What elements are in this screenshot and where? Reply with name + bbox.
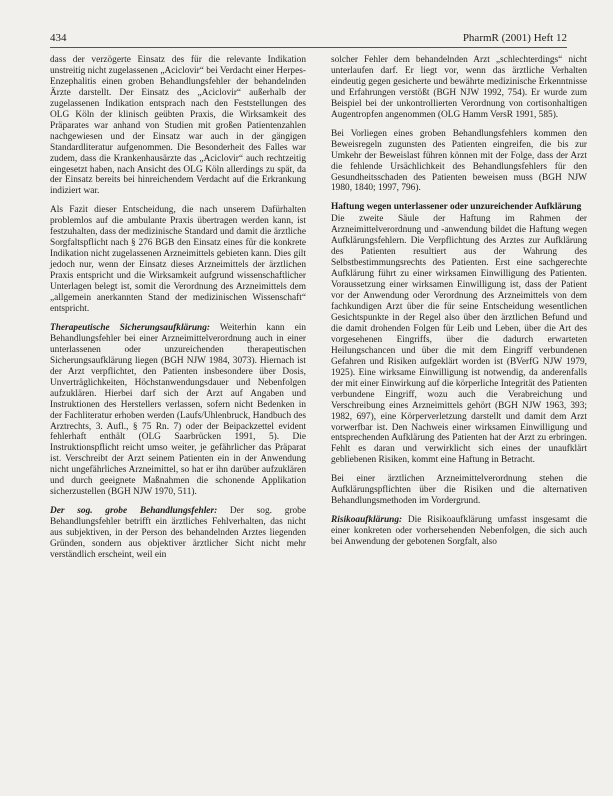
section-heading: Haftung wegen unterlassener oder unzureichender Aufklärung <box>331 202 582 213</box>
paragraph: dass der verzögerte Einsatz des für die relevante Indikation unstreitig nicht zugelassenen „Aciclovir“ bei Verdacht einer Herpes-Enzephalitis einen groben Behandlungsfehler der behandelnden Ärzte darstellt. Der Einsatz des „Aciclovir“ außerhalb der zugelassenen Indikation entsprach nach den Feststellungen des OLG Köln der klinisch geübten Praxis, die Wirksamkeit des Präparates war anhand von Studien mit großen Patientenzahlen nachgewiesen und der Einsatz war auch in der gängigen Standardliteratur aufgenommen. Die Besonderheit des Falles war zudem, dass die Krankenhausärzte das „Aciclovir“ auch rechtzeitig eingesetzt haben, nach Ansicht des OLG Köln allerdings zu spät, da der Einsatz bereits bei hinreichendem Verdacht auf die Erkrankung indiziert war. <box>50 55 306 197</box>
paragraph-lead: Risikoaufklärung: <box>331 515 403 526</box>
paragraph <box>331 515 587 548</box>
right-column <box>331 55 587 556</box>
paragraph: Bei Vorliegen eines groben Behandlungsfehlers kommen den Beweisregeln zugunsten des Patienten eingreifen, die bis zur Umkehr der Beweislast führen können mit der Folge, dass der Arzt die fehlende Ursächlichkeit des Behandlungsfehlers für den Gesundheitsschaden des Patienten beweisen muss (BGH NJW 1980, 1840; 1997, 796). <box>331 128 587 194</box>
paragraph-lead: Der sog. grobe Behandlungsfehler: <box>50 506 218 517</box>
paragraph: Bei einer ärztlichen Arzneimittelverordnung stehen die Aufklärungspflichten über die Risiken und die alternativen Behandlungsmethoden im Vordergrund. <box>331 474 587 507</box>
journal-citation: PharmR (2001) Heft 12 <box>462 32 567 44</box>
page-number: 434 <box>50 32 67 44</box>
paragraph-body: Weiterhin kann ein Behandlungsfehler bei einer Arzneimittelverordnung auch in einer unterlassenen oder unzureichenden therapeutischen Sicherungsaufklärung liegen (BGH NJW 1984, 3073). Hiernach ist der Arzt verpflichtet, den Patienten insbesondere über Dosis, Unverträglichkeiten, Höchstanwendungsdauer und Nebenfolgen aufzuklären. Hierbei darf sich der Arzt auf Angaben und Instruktionen des Herstellers verlassen, sofern nicht Bedenken in der Fachliteratur erhoben werden (Laufs/Uhlenbruck, Handbuch des Arztrechts, 3. Aufl., § 75 Rn. 7) oder der Beipackzettel evident fehlerhaft enthält (OLG Saarbrücken 1991, 5). Die Instruktionspflicht reicht umso weiter, je gefährlicher das Präparat ist. Verschreibt der Arzt seinem Patienten ein in der Anwendung nicht ungefährliches Arzneimittel, so hat er ihn darüber aufzuklären und durch geeignete Maßnahmen die schonende Applikation sicherzustellen (BGH NJW 1970, 511). <box>50 322 306 498</box>
paragraph <box>50 506 306 561</box>
left-column <box>50 55 306 569</box>
paragraph <box>50 323 306 498</box>
paragraph-lead: Therapeutische Sicherungsaufklärung: <box>50 322 211 333</box>
paragraph: Als Fazit dieser Entscheidung, die nach unserem Dafürhalten problemlos auf die ambulante Praxis übertragen werden kann, ist festzuhalten, dass der medizinische Standard und damit die ärztliche Sorgfaltspflicht nach § 276 BGB den Einsatz eines für die konkrete Indikation nicht zugelassenen Arzneimittels gebieten kann. Dies gilt jedoch nur, wenn der Einsatz dieses Arzneimittels der ärztlichen Praxis entspricht und die Wirksamkeit aufgrund wissenschaftlicher Unterlagen belegt ist, somit die Verordnung des Arzneimittels dem „allgemein anerkannten Stand der medizinischen Wissenschaft“ entspricht. <box>50 205 306 314</box>
header-rule <box>50 47 567 48</box>
paragraph-body: Die Risikoaufklärung umfasst insgesamt die einer konkreten oder vorhersehenden Nebenfolgen, die sich auch bei Anwendung der gebotenen Sorgfalt, also <box>331 515 587 548</box>
paragraph: solcher Fehler dem behandelnden Arzt „schlechterdings“ nicht unterlaufen darf. Er liegt vor, wenn das ärztliche Verhalten eindeutig gegen gesicherte und bewährte medizinische Erkenntnisse und Erfahrungen verstößt (BGH NJW 1992, 754). Er wurde zum Beispiel bei der unkontrollierten Verordnung von cortisonhaltigen Augentropfen angenommen (OLG Hamm VersR 1991, 585). <box>331 55 587 120</box>
page-header <box>50 31 567 45</box>
paragraph-body: Der sog. grobe Behandlungsfehler betrifft ein ärztliches Fehlverhalten, das nicht aus subjektiven, in der Person des behandelnden Arztes liegenden Gründen, sondern aus objektiver ärztlicher Sicht nicht mehr verständlich erscheint, weil ein <box>50 506 306 560</box>
paragraph: Die zweite Säule der Haftung im Rahmen der Arzneimittelverordnung und -anwendung bildet die Haftung wegen Aufklärungsfehlern. Die Verpflichtung des Arztes zur Aufklärung des Patienten resultiert aus der Wahrung des Selbstbestimmungsrechts des Patienten. Erst eine sachgerechte Aufklärung führt zu einer wirksamen Einwilligung des Patienten. Voraussetzung einer wirksamen Einwilligung ist, dass der Patient vor der Anwendung oder Verordnung des Arzneimittels von dem fachkundigen Arzt über die für seine Entscheidung wesentlichen Gesichtspunkte in der Regel also über den ärztlichen Befund und die damit drohenden Folgen für Leib und Leben, über die Art des vorgesehenen Eingriffs, über die dadurch erwarteten Heilungschancen und über die mit dem Eingriff verbundenen Gefahren und Risiken aufgeklärt worden ist (BVerfG NJW 1979, 1925). Eine wirksame Einwilligung ist notwendig, da anderenfalls der mit einer Einwirkung auf die körperliche Integrität des Patienten verbundene Eingriff, wozu auch die Verabreichung und Verschreibung eines Arzneimittels gehört (BGH NJW 1963, 393; 1982, 697), eine Körperverletzung darstellt und damit dem Arzt vorwerfbar ist. Den Nachweis einer wirksamen Einwilligung und entsprechenden Aufklärung des Patienten hat der Arzt zu erbringen. Fehlt es daran und verwirklicht sich eines der unaufklärt gebliebenen Risiken, kommt eine Haftung in Betracht. <box>331 214 587 466</box>
